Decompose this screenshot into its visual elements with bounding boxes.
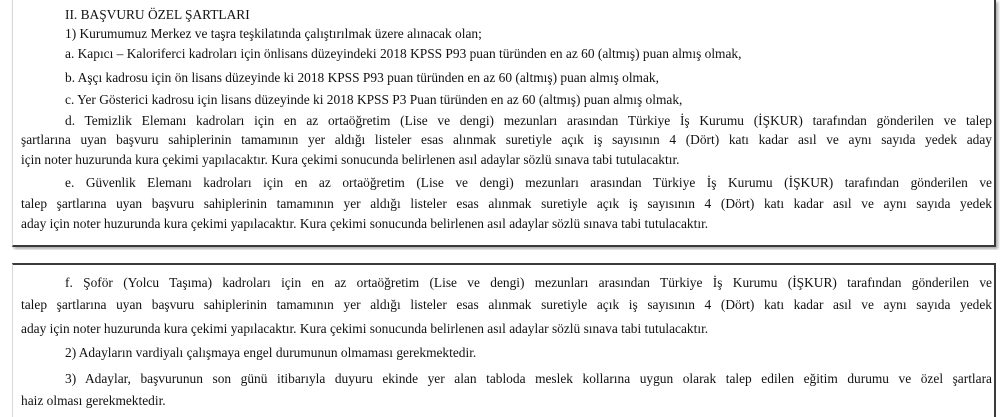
paragraph-line: aday için noter huzurunda kura çekimi yapılacaktır. Kura çekimi sonucunda belirlenen asıl adaylar sözlü sınava tabi tutulacaktır. [21, 216, 709, 231]
paragraph-line: 2) Adayların vardiyalı çalışmaya engel durumunun olmaması gerekmektedir. [65, 345, 477, 360]
list-item-a: a. Kapıcı – Kaloriferci kadroları için önlisans düzeyindeki 2018 KPSS P93 puan türünden en az 60 (altmış) puan almış olmak, [65, 46, 742, 61]
paragraph-line: 1) Kurumumuz Merkez ve taşra teşkilatında çalıştırılmak üzere alınacak olan; [65, 26, 482, 41]
list-item-c: c. Yer Gösterici kadrosu için lisans düzeyinde ki 2018 KPSS P3 Puan türünden en az 60 (altmış) puan almış olmak, [65, 92, 683, 107]
list-item-d: d. Temizlik Elemanı kadroları için en az ortaöğretim (Lise ve dengi) mezunları arasından Türkiye İş Kurumu (İŞKUR) tarafından gönderilen ve talep [65, 113, 992, 128]
paragraph-line: talep şartlarına uyan başvuru sahiplerinin tamamının yer aldığı listeler esas alınmak suretiyle açık iş sayısının 4 (Dört) katı kadar asıl ve aynı sayıda yedek [21, 196, 992, 211]
paragraph-line: için noter huzurunda kura çekimi yapılacaktır. Kura çekimi sonucunda belirlenen asıl adaylar sözlü sınava tabi tutulacaktır. [21, 152, 680, 167]
paragraph-line: 3) Adaylar, başvurunun son günü itibarıyla duyuru ekinde yer alan tabloda meslek kollarına uygun olarak talep edilen eğitim durumu ve özel şartlara [65, 371, 992, 386]
document-page-2 [12, 263, 996, 417]
paragraph-line: haiz olması gerekmektedir. [21, 393, 166, 408]
list-item-f: f. Şoför (Yolcu Taşıma) kadroları için en az ortaöğretim (Lise ve dengi) mezunları arasından Türkiye İş Kurumu (İŞKUR) tarafından gönderilen ve [65, 275, 992, 290]
list-item-e: e. Güvenlik Elemanı kadroları için en az ortaöğretim (Lise ve dengi) mezunları arasından Türkiye İş Kurumu (İŞKUR) tarafından gönderilen ve [65, 175, 992, 190]
list-item-b: b. Aşçı kadrosu için ön lisans düzeyinde ki 2018 KPSS P93 puan türünden en az 60 (altmış) puan almış olmak, [65, 70, 659, 85]
section-heading: II. BAŞVURU ÖZEL ŞARTLARI [65, 7, 250, 22]
document-page-1 [12, 0, 996, 247]
page-gap [0, 250, 1000, 263]
paragraph-line: aday için noter huzurunda kura çekimi yapılacaktır. Kura çekimi sonucunda belirlenen asıl adaylar sözlü sınava tabi tutulacaktır. [21, 321, 709, 336]
paragraph-line: şartlarına uyan başvuru sahiplerinin tamamının yer aldığı listeler esas alınmak suretiyle açık iş sayısının 4 (Dört) katı kadar asıl ve aynı sayıda yedek aday [21, 132, 992, 147]
paragraph-line: talep şartlarına uyan başvuru sahiplerinin tamamının yer aldığı listeler esas alınmak suretiyle açık iş sayısının 4 (Dört) katı kadar asıl ve aynı sayıda yedek [21, 297, 992, 312]
